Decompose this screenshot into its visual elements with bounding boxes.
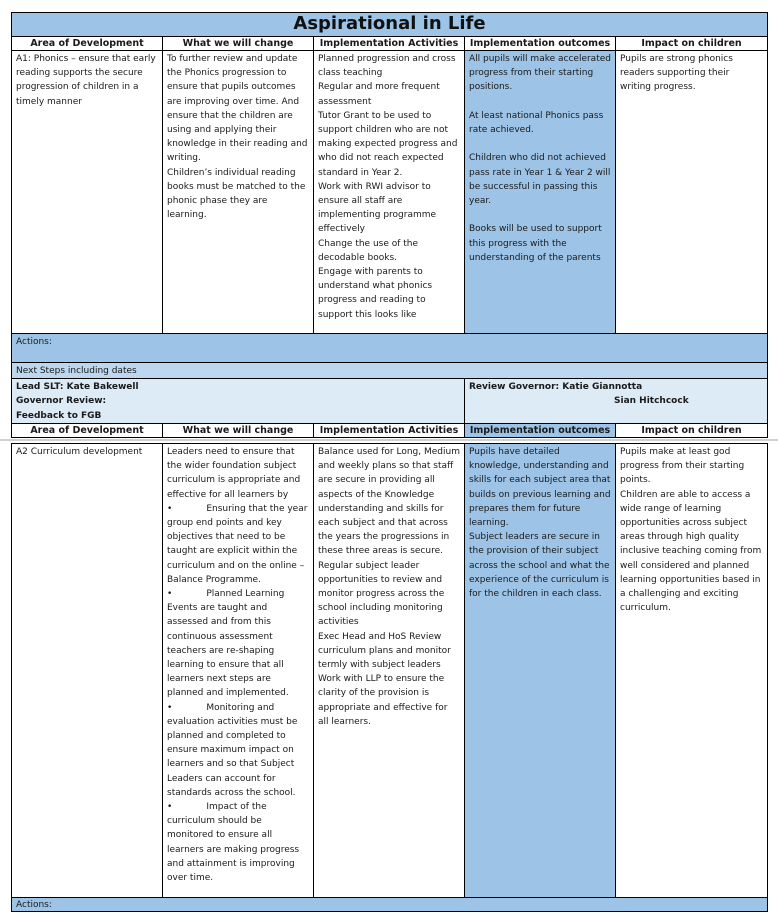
review-governor-2: Sian Hitchcock (614, 396, 689, 407)
col-header-change: What we will change (163, 423, 314, 437)
col-header-impact: Impact on children (616, 423, 768, 437)
impact-cell: Pupils are strong phonics readers supporting their writing progress. (616, 51, 768, 334)
col-header-outcomes: Implementation outcomes (465, 37, 616, 51)
bullet-lead: Monitoring and (206, 702, 275, 713)
page-title: Aspirational in Life (12, 13, 768, 37)
page-break-divider (0, 439, 778, 441)
change-intro: Leaders need to ensure that the wider foundation subject curriculum is appropriate and effective for all learners by (167, 447, 301, 500)
column-header-row (12, 37, 768, 51)
feedback-to-fgb: Feedback to FGB (16, 410, 102, 421)
bullet-icon: • (167, 503, 173, 514)
col-header-activities: Implementation Activities (314, 423, 465, 437)
change-cell: To further review and update the Phonics progression to ensure that pupils outcomes are improving over time. And ensure that the children are using and applying their knowledge in their reading and writing. Children’s individual reading books must be matched to the phonic phase they are learning. (163, 51, 314, 334)
change-cell (163, 444, 314, 898)
col-header-impact: Impact on children (616, 37, 768, 51)
col-header-change: What we will change (163, 37, 314, 51)
lead-slt-cell (12, 379, 314, 424)
bullet-icon: • (167, 589, 173, 600)
table-row-a1 (12, 51, 768, 334)
change-bullet (167, 502, 309, 587)
plan-table-a2 (11, 443, 768, 912)
impact-cell: Pupils make at least god progress from their starting points. Children are able to access a wide range of learning opportunities across subject areas through high quality inclusive teaching coming from well considered and planned learning opportunities based in a challenging and exciting curriculum. (616, 444, 768, 898)
plan-table-a1 (11, 12, 768, 438)
table-row-a2 (12, 444, 768, 898)
lead-slt: Lead SLT: Kate Bakewell (16, 382, 139, 393)
col-header-activities: Implementation Activities (314, 37, 465, 51)
change-bullet (167, 587, 309, 701)
activities-cell: Planned progression and cross class teaching Regular and more frequent assessment Tutor Grant to be used to support children who are not making expected progress and who did not reach expected standard in Year 2. Work with RWI advisor to ensure all staff are implementing programme effectively Change the use of the decodable books. Engage with parents to understand what phonics progress and reading to support this looks like (314, 51, 465, 334)
review-governor: Review Governor: Katie Giannotta (469, 382, 643, 393)
next-steps-row[interactable]: Next Steps including dates (12, 363, 768, 379)
bullet-rest: curriculum should be monitored to ensure all learners are making progress and attainment is improving over time. (167, 816, 300, 884)
actions-row[interactable]: Actions: (12, 898, 768, 912)
col-header-outcomes: Implementation outcomes (465, 423, 616, 437)
bullet-lead: Planned Learning (206, 589, 285, 600)
activities-cell: Balance used for Long, Medium and weekly plans so that staff are secure in providing all aspects of the Knowledge understanding and skills for each subject and that across the years the progressions in these three areas is secure. Regular subject leader opportunities to review and monitor progress across the school including monitoring activities Exec Head and HoS Review curriculum plans and monitor termly with subject leaders Work with LLP to ensure the clarity of the provision is appropriate and effective for all learners. (314, 444, 465, 898)
bullet-lead: Impact of the (206, 802, 267, 813)
change-bullet (167, 701, 309, 800)
outcomes-cell: Pupils have detailed knowledge, understanding and skills for each subject area that builds on previous learning and prepares them for future learning. Subject leaders are secure in the provision of their subject across the school and what the experience of the curriculum is for the children in each class. (465, 444, 616, 898)
bullet-rest: Events are taught and assessed and from this continuous assessment teachers are re-shaping learning to ensure that all learners next steps are planned and implemented. (167, 603, 289, 699)
col-header-area: Area of Development (12, 37, 163, 51)
area-cell: A1: Phonics – ensure that early reading supports the secure progression of children in a timely manner (12, 51, 163, 334)
column-header-row-repeat (12, 423, 768, 437)
change-bullet (167, 800, 309, 885)
col-header-area: Area of Development (12, 423, 163, 437)
bullet-rest: group end points and key objectives that need to be taught are explicit within the curriculum and on the online – Balance Programme. (167, 518, 305, 585)
bullet-icon: • (167, 802, 173, 813)
bullet-rest: evaluation activities must be planned and completed to ensure maximum impact on learners and so that Subject Leaders can account for standards across the school. (167, 716, 298, 798)
bullet-icon: • (167, 702, 173, 713)
review-governor-cell (465, 379, 768, 424)
actions-row[interactable]: Actions: (12, 334, 768, 363)
outcomes-cell: All pupils will make accelerated progress from their starting positions. At least national Phonics pass rate achieved. Children who did not achieved pass rate in Year 1 & Year 2 will be successful in passing this year. Books will be used to support this progress with the understanding of the parents (465, 51, 616, 334)
governor-review: Governor Review: (16, 396, 107, 407)
area-cell: A2 Curriculum development (12, 444, 163, 898)
bullet-lead: Ensuring that the year (206, 503, 308, 514)
lead-spacer (314, 379, 465, 424)
